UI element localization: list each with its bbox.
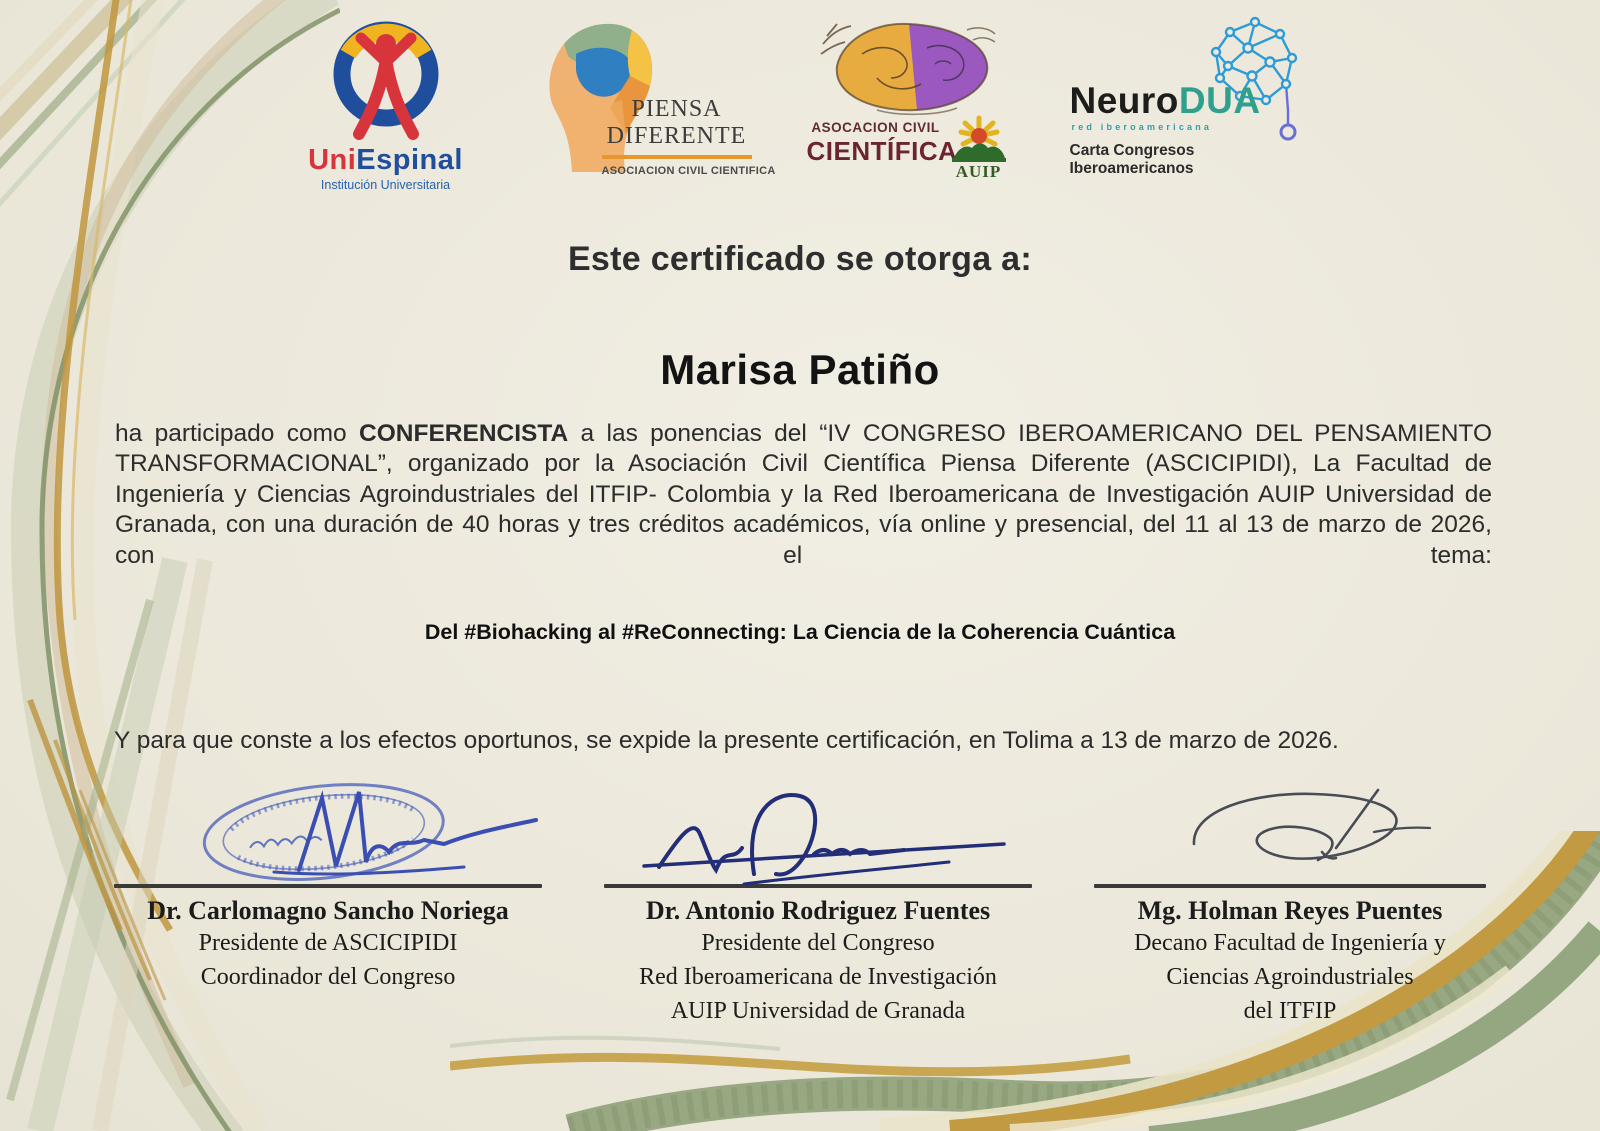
closing-statement: Y para que conste a los efectos oportunos, se expide la presente certificación, en Tolima a 13 de marzo de 2026. [114, 727, 1339, 754]
uniespinal-subtitle: Institución Universitaria [320, 178, 451, 192]
signature-holman [1094, 782, 1486, 886]
signature-line [604, 884, 1032, 888]
signature-block-carlomagno: Dr. Carlomagno Sancho Noriega Presidente de ASCICIPIDI Coordinador del Congreso [114, 782, 542, 1028]
neurodua-wordmark: NeuroDUA [1069, 80, 1261, 121]
sunflower-icon [950, 114, 1008, 166]
certificate-title: Este certificado se otorga a: [567, 240, 1033, 278]
signature-block-holman: Mg. Holman Reyes Puentes Decano Facultad de Ingeniería y Ciencias Agroindustriales del ITFIP [1094, 782, 1486, 1028]
piensa-orange-rule [602, 155, 752, 159]
yellow-purple-faces-sketch-icon [807, 14, 1007, 118]
neurodua-subtitle: Carta Congresos Iberoamericanos [1069, 142, 1195, 177]
cientifica-wordmark: ASOCACION CIVIL CIENTÍFICA [806, 120, 958, 166]
piensa-diferente-logo [534, 14, 776, 189]
recipient-name: Marisa Patiño [660, 346, 940, 393]
uniespinal-logo [296, 14, 476, 192]
brain-network-icon [1200, 14, 1305, 144]
signature-line [114, 884, 542, 888]
signature-line [1094, 884, 1486, 888]
certificate-body [115, 419, 1492, 571]
signature-antonio [604, 782, 1032, 886]
participation-role: CONFERENCISTA [359, 420, 569, 447]
auip-badge: AUIP [947, 114, 1011, 182]
asociacion-cientifica-logo [807, 14, 1012, 194]
body-rest: a las ponencias del “IV CONGRESO IBEROAMERICANO DEL PENSAMIENTO TRANSFORMACIONAL”, organizado por la Asociación Civil Científica Piensa Diferente (ASCICIPIDI), La Facultad de Ingeniería y Ciencias Agroindustriales del ITFIP- Colombia y la Red Iberoamericana de Investigación AUIP Universidad de Granada, con una duración de 40 horas y tres créditos académicos, vía online y presencial, del 11 al 13 de marzo de 2026, con el tema: [115, 420, 1493, 569]
neurodua-tagline: red iberoamericana [1071, 122, 1213, 132]
signature-block-antonio: Dr. Antonio Rodriguez Fuentes Presidente del Congreso Red Iberoamericana de Investigación AUIP Universidad de Granada [604, 782, 1032, 1028]
stamp-and-signature-carlomagno [114, 782, 542, 886]
uniespinal-wordmark: UniEspinal [308, 144, 463, 176]
neurodua-logo [1070, 14, 1305, 179]
conference-topic: Del #Biohacking al #ReConnecting: La Ciencia de la Coherencia Cuántica [424, 620, 1176, 644]
logo-row [0, 14, 1600, 199]
body-prefix: ha participado como [115, 420, 347, 447]
piensa-wordmark: PIENSA DIFERENTE ASOCIACION CIVIL CIENTIFICA [601, 96, 776, 177]
person-in-ring-icon [323, 14, 449, 142]
signature-row [0, 782, 1600, 1028]
